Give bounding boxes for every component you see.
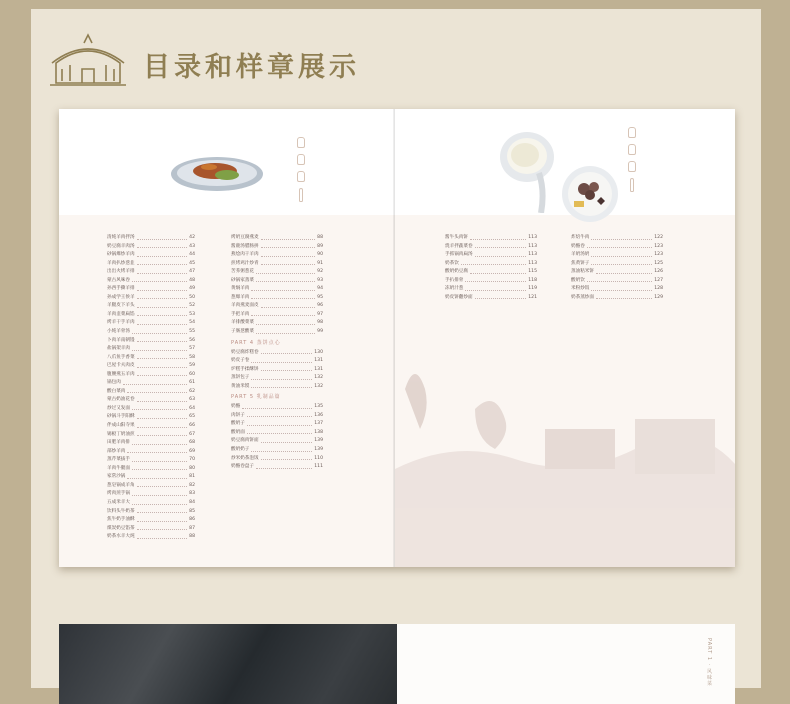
toc-entry[interactable]: 炒米奶茶泡饭 110 — [231, 455, 323, 461]
toc-entry[interactable]: 蒙古奶油花卷 63 — [107, 397, 195, 403]
toc-entry[interactable]: 八爪鱼手香菜 58 — [107, 354, 195, 360]
page-title: 目录和样章展示 — [143, 52, 360, 83]
toc-entry[interactable]: 烧羊拌蔬菜卷 113 — [445, 243, 537, 249]
toc-entry[interactable]: 蒸芹菜拔手 70 — [107, 457, 195, 463]
toc-entry[interactable]: 酱鹿汤腊肠拼 89 — [231, 243, 323, 249]
right-page — [395, 109, 735, 567]
toc-entry[interactable]: 手把羊肉 97 — [231, 311, 323, 317]
toc-column — [571, 234, 663, 302]
toc-entry[interactable]: 炉糕手揉酥饼 131 — [231, 366, 323, 372]
toc-entry[interactable]: 砂锅斗手阳酥 65 — [107, 414, 195, 420]
toc-entry[interactable]: 奶茶蒸炒面 129 — [571, 294, 663, 300]
toc-entry[interactable]: 酸奶奶子 139 — [231, 447, 323, 453]
toc-entry[interactable]: 五成米羊大 84 — [107, 499, 195, 505]
dessert-plate-image — [561, 165, 619, 223]
toc-entry[interactable]: 炸焙牛肉 122 — [571, 235, 663, 240]
toc-entry[interactable]: 羊肉燕麦面皮 96 — [231, 303, 323, 309]
vertical-caption: PART 1 · 风味菜 — [706, 638, 712, 687]
toc-entry[interactable]: 奶茶饮 113 — [445, 260, 537, 266]
decor-icons — [627, 127, 637, 198]
milk-cup-image — [495, 129, 561, 213]
section-header — [48, 33, 468, 93]
toc-entry[interactable]: 锅包肉 61 — [107, 380, 195, 386]
book-spread — [59, 109, 735, 567]
toc-entry[interactable]: 焦牛奶手油酥 86 — [107, 517, 195, 523]
toc-entry[interactable]: 羊腿皮下羊头 52 — [107, 303, 195, 309]
toc-entry[interactable]: 孙成学王侯羊 50 — [107, 294, 195, 300]
toc-column — [107, 234, 195, 542]
toc-entry[interactable]: 羊排酸菜菜 98 — [231, 320, 323, 326]
yurt-icon — [48, 33, 128, 89]
toc-entry[interactable]: 蒸油粘米饼 126 — [571, 269, 663, 275]
toc-entry[interactable]: 黄油米馍 132 — [231, 383, 323, 389]
toc-entry[interactable]: 奶皮饼翻炒面 121 — [445, 294, 537, 300]
toc-column — [445, 234, 537, 302]
toc-entry[interactable]: 酱牛头肉饼 113 — [445, 235, 537, 240]
toc-entry[interactable]: 葱皂锅成羊角 82 — [107, 482, 195, 488]
toc-entry[interactable]: 锡板丁奶油煎 67 — [107, 431, 195, 437]
toc-column — [231, 234, 323, 472]
toc-entry[interactable]: 酸奶饮 127 — [571, 277, 663, 283]
toc-entry[interactable]: 煎烤鸡汁炒青 91 — [231, 260, 323, 266]
toc-entry[interactable]: 伴成山阳寺果 66 — [107, 423, 195, 429]
toc-entry[interactable]: 子肠葱酸菜 99 — [231, 329, 323, 335]
toc-entry[interactable]: 葱爆羊肉 95 — [231, 294, 323, 300]
toc-entry[interactable]: 奶豆腐肉饼面 139 — [231, 438, 323, 444]
toc-entry[interactable]: 出出火烤羊排 47 — [107, 269, 195, 275]
toc-entry[interactable]: 家常沙锅 81 — [107, 474, 195, 480]
toc-entry[interactable]: 小炖羊骨汤 55 — [107, 329, 195, 335]
toc-entry[interactable]: 奶酪卷盘子 111 — [231, 464, 323, 470]
toc-entry[interactable]: 蒙古风味卷 48 — [107, 277, 195, 283]
toc-entry[interactable]: 盐锅架羊肉 57 — [107, 346, 195, 352]
toc-entry[interactable]: 孙西手撕羊排 49 — [107, 286, 195, 292]
second-spread — [59, 624, 735, 704]
left-page — [59, 109, 395, 567]
toc-entry[interactable]: 卜肉羊南朝馒 56 — [107, 337, 195, 343]
landscape-watermark — [395, 349, 735, 567]
toc-entry[interactable]: 巴屋卡夫肉皮 59 — [107, 363, 195, 369]
toc-entry[interactable]: 苦荞粥葱花 92 — [231, 269, 323, 275]
toc-entry[interactable]: 黄焖羊肉 94 — [231, 286, 323, 292]
toc-entry[interactable]: 手扒排骨 118 — [445, 277, 537, 283]
toc-entry[interactable]: 奶豆腐羊肉汤 43 — [107, 243, 195, 249]
toc-entry[interactable]: 腹腰燕五羊肉 60 — [107, 371, 195, 377]
toc-entry[interactable]: 炒过又发面 64 — [107, 405, 195, 411]
part-heading: PART 5 乳制品篇 — [231, 394, 281, 401]
toc-entry[interactable]: 奶茶水羊大炖 88 — [107, 534, 195, 540]
toc-entry[interactable]: 羊肉扒炒葱韭 45 — [107, 260, 195, 266]
toc-entry[interactable]: 奶酪卷 123 — [571, 243, 663, 249]
toc-entry[interactable]: 砂锅家蒸菜 93 — [231, 277, 323, 283]
toc-entry[interactable]: 酸奶奶豆腐 115 — [445, 269, 537, 275]
toc-entry[interactable]: 蒸饼包子 132 — [231, 375, 323, 381]
toc-entry[interactable]: 焦黄饼子 125 — [571, 260, 663, 266]
content-frame — [31, 9, 761, 688]
toc-entry[interactable]: 奶酪 135 — [231, 404, 323, 410]
toc-entry[interactable]: 砂锅爆炒羊肉 44 — [107, 252, 195, 258]
toc-entry[interactable]: 部炒羊肉 69 — [107, 448, 195, 454]
toc-entry[interactable]: 羊奶汤奶 123 — [571, 252, 663, 258]
decor-icons — [296, 137, 306, 208]
toc-entry[interactable]: 米粉炒饭 128 — [571, 286, 663, 292]
light-page — [397, 624, 735, 704]
toc-entry[interactable]: 烤肉煎手锅 83 — [107, 491, 195, 497]
toc-entry[interactable]: 田肥羊肉排 68 — [107, 440, 195, 446]
toc-entry[interactable]: 奶豆腐炸糕卷 130 — [231, 349, 323, 355]
toc-entry[interactable]: 酸奶子 137 — [231, 421, 323, 427]
toc-entry[interactable]: 羊肉韭菜扁馅 53 — [107, 311, 195, 317]
toc-entry[interactable]: 羊肉牛腿面 80 — [107, 465, 195, 471]
toc-entry[interactable]: 煤炭奶豆馅茶 87 — [107, 525, 195, 531]
dark-photo-page — [59, 624, 397, 704]
toc-entry[interactable]: 酸奶面 138 — [231, 429, 323, 435]
toc-entry[interactable]: 肉饼子 136 — [231, 412, 323, 418]
toc-entry[interactable]: 清炖羊肉拌汤 42 — [107, 235, 195, 240]
toc-entry[interactable]: 冻奶汁葱 119 — [445, 286, 537, 292]
toc-entry[interactable]: 烤奶豆腐燕麦 88 — [231, 235, 323, 240]
toc-entry[interactable]: 手抓锅肉扁汤 113 — [445, 252, 537, 258]
toc-entry[interactable]: 烤羊干手羊肉 54 — [107, 320, 195, 326]
part-heading: PART 4 蒸饼点心 — [231, 339, 281, 346]
dish-plate-image — [169, 153, 265, 193]
toc-entry[interactable]: 燕烩肉干羊肉 90 — [231, 252, 323, 258]
toc-entry[interactable]: 酸白菜肉 62 — [107, 388, 195, 394]
toc-entry[interactable]: 饮料头牛奶茶 85 — [107, 508, 195, 514]
toc-entry[interactable]: 奶皮子卷 131 — [231, 358, 323, 364]
